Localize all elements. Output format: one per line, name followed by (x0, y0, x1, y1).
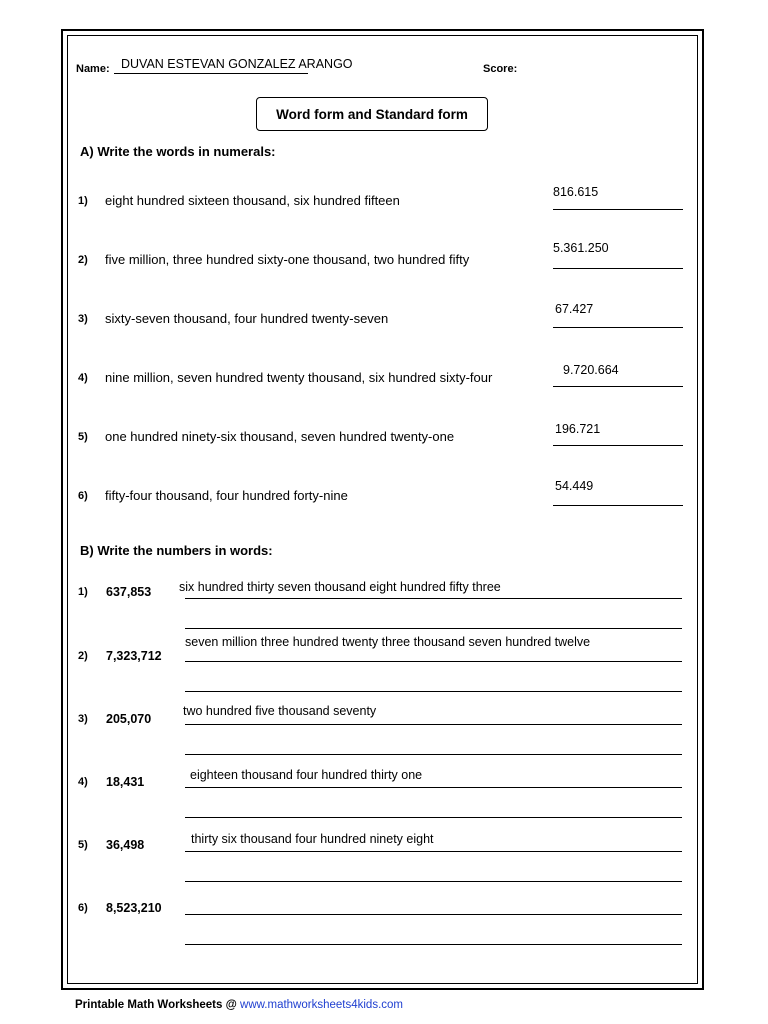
name-underline (114, 73, 308, 74)
answer-line (185, 661, 682, 662)
item-number: 2) (78, 254, 88, 266)
question-text: five million, three hundred sixty-one thousand, two hundred fifty (105, 252, 470, 267)
answer-line-2 (185, 881, 682, 882)
name-label: Name: (76, 63, 110, 75)
item-number: 5) (78, 431, 88, 443)
answer-value[interactable]: 5.361.250 (553, 241, 609, 255)
answer-value[interactable]: 54.449 (555, 479, 594, 493)
footer-link[interactable]: www.mathworksheets4kids.com (240, 999, 403, 1011)
item-number: 6) (78, 490, 88, 502)
answer-line (553, 505, 683, 506)
answer-line-2 (185, 754, 682, 755)
answer-value[interactable]: 816.615 (553, 185, 599, 199)
item-number: 3) (78, 313, 88, 325)
score-label: Score: (483, 63, 518, 75)
number-value: 8,523,210 (106, 901, 162, 915)
worksheet-title: Word form and Standard form (256, 97, 488, 131)
answer-line (185, 851, 682, 852)
answer-value[interactable]: 196.721 (555, 422, 601, 436)
answer-line (553, 327, 683, 328)
number-value: 18,431 (106, 775, 145, 789)
answer-line-2 (185, 628, 682, 629)
item-number: 4) (78, 372, 88, 384)
answer-line (185, 914, 682, 915)
footer-text: Printable Math Worksheets @ (75, 999, 241, 1011)
question-text: one hundred ninety-six thousand, seven hundred twenty-one (105, 429, 455, 444)
item-number: 2) (78, 650, 88, 662)
answer-value[interactable]: 9.720.664 (563, 363, 619, 377)
answer-line (185, 598, 682, 599)
item-number: 5) (78, 839, 88, 851)
item-number: 1) (78, 195, 88, 207)
item-number: 3) (78, 713, 88, 725)
answer-line-2 (185, 691, 682, 692)
answer-value[interactable]: eighteen thousand four hundred thirty one (190, 768, 423, 782)
number-value: 205,070 (106, 712, 152, 726)
answer-line (185, 787, 682, 788)
answer-line (553, 386, 683, 387)
answer-value[interactable]: seven million three hundred twenty three thousand seven hundred twelve (185, 635, 591, 649)
answer-value[interactable]: two hundred five thousand seventy (183, 704, 377, 718)
footer (75, 999, 403, 1011)
item-number: 1) (78, 586, 88, 598)
number-value: 36,498 (106, 838, 145, 852)
answer-line (553, 445, 683, 446)
name-value[interactable]: DUVAN ESTEVAN GONZALEZ ARANGO (121, 57, 353, 71)
question-text: eight hundred sixteen thousand, six hundred fifteen (105, 193, 400, 208)
answer-value[interactable]: six hundred thirty seven thousand eight hundred fifty three (179, 580, 501, 594)
answer-line-2 (185, 944, 682, 945)
answer-line-2 (185, 817, 682, 818)
item-number: 4) (78, 776, 88, 788)
number-value: 7,323,712 (106, 649, 162, 663)
number-value: 637,853 (106, 585, 152, 599)
question-text: nine million, seven hundred twenty thousand, six hundred sixty-four (105, 370, 493, 385)
answer-value[interactable]: 67.427 (555, 302, 594, 316)
answer-value[interactable]: thirty six thousand four hundred ninety eight (191, 832, 434, 846)
question-text: fifty-four thousand, four hundred forty-nine (105, 488, 348, 503)
section-b-heading: B) Write the numbers in words: (80, 543, 273, 558)
answer-line (553, 268, 683, 269)
question-text: sixty-seven thousand, four hundred twenty-seven (105, 311, 389, 326)
section-a-heading: A) Write the words in numerals: (80, 144, 276, 159)
item-number: 6) (78, 902, 88, 914)
answer-line (185, 724, 682, 725)
answer-line (553, 209, 683, 210)
